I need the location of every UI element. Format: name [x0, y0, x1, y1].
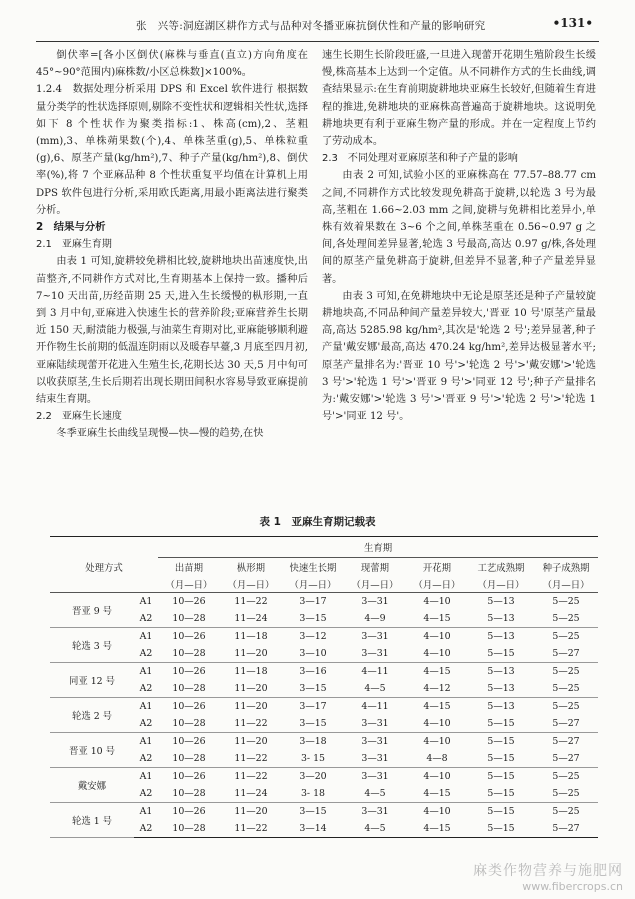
- date-cell: 5—25: [552, 771, 580, 782]
- date-cell: 10—28: [158, 750, 220, 768]
- variety-name: 轮选 1 号: [50, 803, 134, 838]
- date-cell: 3—31: [361, 736, 389, 747]
- treatment-header: 处理方式: [85, 562, 123, 574]
- treatment-header-top: [50, 537, 158, 558]
- date-cell: 3—31: [344, 750, 406, 768]
- table-row: [50, 663, 598, 681]
- date-cell: 4—10: [423, 631, 451, 642]
- date-cell: 10—26: [172, 736, 206, 747]
- date-cell: 4—11: [361, 701, 389, 712]
- date-cell: 4—10: [423, 596, 451, 607]
- stage-header: 快速生长期: [289, 563, 337, 574]
- date-cell: 4—10: [406, 645, 468, 663]
- date-cell: 4—15: [406, 610, 468, 628]
- variety-name: 晋亚 10 号: [50, 733, 134, 768]
- date-cell: 10—28: [158, 820, 220, 838]
- date-cell: 5—13: [487, 666, 515, 677]
- variety-name: 戴安娜: [50, 768, 134, 803]
- treatment-code: A1: [139, 771, 153, 782]
- date-cell: 11—22: [234, 596, 268, 607]
- page-header: [36, 14, 599, 38]
- date-cell: 3—20: [299, 771, 327, 782]
- variety-name: 轮选 3 号: [50, 628, 134, 663]
- date-cell: 11—18: [234, 631, 268, 642]
- date-cell: 5—15: [468, 750, 534, 768]
- date-cell: 11—22: [220, 715, 282, 733]
- date-cell: 3—10: [282, 645, 344, 663]
- treatment-code: A2: [134, 715, 158, 733]
- date-cell: 5—13: [468, 680, 534, 698]
- date-cell: 5—13: [468, 610, 534, 628]
- date-cell: 3—31: [344, 715, 406, 733]
- date-cell: 10—26: [172, 701, 206, 712]
- date-cell: 10—26: [172, 631, 206, 642]
- paragraph: 由表 2 可知,试验小区的亚麻株高在 77.57–88.77 cm 之间,不同耕作方式比较发现免耕高于旋耕,以轮选 3 号为最高,茎粗在 1.66~2.03 mm 之间,旋耕与免耕相比差异小,单株有效着果数在 3~6 个之间,单株茎重在 0.56~0.97 g 之间,各处理间差异显著,轮选 3 号最高,高达 0.97 g/株,各处理间的原茎产量免耕高于旋耕,但差异不显著,种子产量差异显著。: [322, 170, 596, 285]
- table-row: [50, 698, 598, 716]
- unit-label: （月—日）: [282, 576, 344, 593]
- date-cell: 4—15: [423, 666, 451, 677]
- date-cell: 4—10: [406, 715, 468, 733]
- date-cell: 4—5: [344, 785, 406, 803]
- date-cell: 10—26: [172, 806, 206, 817]
- date-cell: 5—15: [468, 785, 534, 803]
- date-cell: 5—13: [487, 631, 515, 642]
- date-cell: 5—25: [552, 631, 580, 642]
- date-cell: 5—27: [534, 750, 598, 768]
- paragraph: 1.2.4 数据处理分析采用 DPS 和 Excel 软件进行 根据数量分类学的性状选择原则,剔除不变性状和逻辑相关性状,选择如下 8 个性状作为聚类指标:1、株高(cm),2、茎粗(mm),3、单株蒴果数(个),4、单株茎重(g),5、单株粒重(g),6、原茎产量(kg/hm²),7、种子产量(kg/hm²),8、倒伏率(%),将 7 个亚麻品种 8 个性状重复平均值在计算机上用 DPS 软件包进行分析,采用欧氏距离,用最小距离法进行聚类分析。: [36, 84, 308, 216]
- date-cell: 10—28: [158, 715, 220, 733]
- table-row: [50, 803, 598, 821]
- growth-period-table: [50, 536, 598, 838]
- date-cell: 3—15: [282, 610, 344, 628]
- date-cell: 10—28: [158, 610, 220, 628]
- date-cell: 5—27: [534, 820, 598, 838]
- date-cell: 5—13: [487, 596, 515, 607]
- date-cell: 5—25: [534, 610, 598, 628]
- unit-label: （月—日）: [534, 576, 598, 593]
- date-cell: 4—12: [406, 680, 468, 698]
- date-cell: 3—14: [282, 820, 344, 838]
- variety-name: 晋亚 9 号: [50, 593, 134, 628]
- section-heading: 2 结果与分析: [36, 221, 106, 234]
- date-cell: 4—15: [423, 701, 451, 712]
- paragraph: 倒伏率=[各小区倒伏(麻株与垂直(直立)方向角度在45°~90°范围内)麻株数/小区总株数]×100%。: [36, 50, 308, 79]
- treatment-code: A1: [139, 666, 153, 677]
- date-cell: 5—27: [552, 736, 580, 747]
- table-row: [50, 593, 598, 611]
- date-cell: 11—24: [220, 610, 282, 628]
- watermark-text: 麻类作物营养与施肥网: [473, 863, 623, 879]
- date-cell: 3—31: [361, 631, 389, 642]
- treatment-code: A2: [134, 785, 158, 803]
- date-cell: 4—5: [344, 680, 406, 698]
- treatment-code: A1: [139, 736, 153, 747]
- header-rule: [36, 41, 599, 42]
- date-cell: 4—11: [361, 666, 389, 677]
- date-cell: 11—20: [220, 645, 282, 663]
- date-cell: 5—27: [534, 645, 598, 663]
- date-cell: 3—16: [299, 666, 327, 677]
- right-column: [322, 47, 596, 425]
- date-cell: 3—17: [299, 701, 327, 712]
- date-cell: 4—15: [406, 820, 468, 838]
- date-cell: 5—25: [534, 680, 598, 698]
- table-title: 表 1 亚麻生育期记载表: [259, 516, 376, 528]
- treatment-code: A1: [139, 596, 153, 607]
- treatment-code: A2: [134, 680, 158, 698]
- date-cell: 11—24: [220, 785, 282, 803]
- stage-header: 种子成熟期: [542, 563, 590, 574]
- date-cell: 3—31: [344, 645, 406, 663]
- page-number: •131•: [552, 16, 593, 30]
- watermark-url: www.fibercrops.cn: [522, 880, 623, 893]
- treatment-code: A1: [139, 631, 153, 642]
- unit-label: （月—日）: [158, 576, 220, 593]
- variety-name: 同亚 12 号: [50, 663, 134, 698]
- stage-header: 现蕾期: [360, 563, 390, 574]
- variety-name: 轮选 2 号: [50, 698, 134, 733]
- date-cell: 5—25: [552, 806, 580, 817]
- date-cell: 4—10: [423, 771, 451, 782]
- treatment-code: A2: [134, 610, 158, 628]
- date-cell: 5—25: [552, 596, 580, 607]
- date-cell: 4—10: [423, 806, 451, 817]
- table-row: [50, 628, 598, 646]
- date-cell: 11—22: [220, 820, 282, 838]
- paragraph: 由表 3 可知,在免耕地块中无论是原茎还是种子产量较旋耕地块高,不同品种间产量差异较大,'晋亚 10 号'原茎产量最高,高达 5285.98 kg/hm²,其次是'轮选 2 号';差异显著,种子产量'戴安娜'最高,高达 470.24 kg/hm²,差异达极显著水平;原茎产量排名为:'晋亚 10 号'>'轮选 2 号'>'戴安娜'>'轮选 3 号'>'轮选 1 号'>'晋亚 9 号'>'同亚 12 号';种子产量排名为:'戴安娜'>'轮选 3 号'>'晋亚 9 号'>'轮选 2 号'>'轮选 1 号'>'同亚 12 号'。: [322, 290, 596, 423]
- treatment-header-bottom: [50, 576, 158, 593]
- date-cell: 5—25: [534, 785, 598, 803]
- date-cell: 4—5: [344, 820, 406, 838]
- date-cell: 10—28: [158, 785, 220, 803]
- date-cell: 4—8: [406, 750, 468, 768]
- date-cell: 3- 18: [282, 785, 344, 803]
- date-cell: 11—18: [234, 666, 268, 677]
- date-cell: 5—15: [487, 771, 515, 782]
- date-cell: 5—25: [552, 701, 580, 712]
- date-cell: 10—26: [172, 771, 206, 782]
- stage-header: 枞形期: [236, 563, 266, 574]
- watermark: [473, 860, 623, 893]
- date-cell: 3- 15: [282, 750, 344, 768]
- date-cell: 3—31: [361, 596, 389, 607]
- date-cell: 11—22: [220, 750, 282, 768]
- unit-label: （月—日）: [220, 576, 282, 593]
- date-cell: 11—22: [234, 771, 268, 782]
- date-cell: 3—15: [282, 715, 344, 733]
- stage-header: 开花期: [422, 563, 452, 574]
- paragraph: 由表 1 可知,旋耕较免耕相比较,旋耕地块出苗速度快,出苗整齐,不同耕作方式对比,生育期基本上保持一致。播种后 7~10 天出苗,历经苗期 25 天,进入生长缓慢的枞形期,一直到 3 月中旬,亚麻进入快速生长的营养阶段;亚麻营养生长期近 150 天,耐渍能力极强,与油菜生育期对比,亚麻能够顺利避开作物生长前期的低温连阴雨以及暖春早薹,3 月底至四月初,亚麻陆续现蕾开花进入生殖生长,花期长达 30 天,5 月中旬可以收获原茎,生长后期若出现长期田间积水容易导致亚麻提前结束生育期。: [36, 256, 308, 406]
- date-cell: 5—15: [487, 736, 515, 747]
- stage-header: 出苗期: [174, 563, 204, 574]
- running-title: 张 兴等:洞庭湖区耕作方式与品种对冬播亚麻抗倒伏性和产量的影响研究: [136, 20, 486, 32]
- date-cell: 5—15: [487, 806, 515, 817]
- date-cell: 11—20: [234, 736, 268, 747]
- paragraph: 冬季亚麻生长曲线呈现慢—快—慢的趋势,在快: [56, 428, 264, 440]
- date-cell: 10—28: [158, 645, 220, 663]
- date-cell: 3—31: [361, 771, 389, 782]
- date-cell: 11—20: [234, 701, 268, 712]
- date-cell: 5—25: [552, 666, 580, 677]
- date-cell: 5—13: [487, 701, 515, 712]
- section-heading: 2.2 亚麻生长速度: [36, 411, 122, 423]
- date-cell: 11—20: [220, 680, 282, 698]
- date-cell: 3—18: [299, 736, 327, 747]
- date-cell: 5—15: [468, 645, 534, 663]
- section-heading: 2.1 亚麻生育期: [36, 239, 112, 251]
- date-cell: 3—15: [282, 680, 344, 698]
- date-cell: 4—9: [344, 610, 406, 628]
- date-cell: 5—27: [534, 715, 598, 733]
- treatment-code: A2: [134, 750, 158, 768]
- growth-period-header: 生育期: [158, 537, 598, 558]
- table-row: [50, 768, 598, 786]
- date-cell: 10—26: [172, 666, 206, 677]
- treatment-code: A2: [134, 645, 158, 663]
- left-column: [36, 47, 308, 443]
- unit-label: （月—日）: [344, 576, 406, 593]
- date-cell: 4—10: [423, 736, 451, 747]
- paragraph: 速生长期生长阶段旺盛,一旦进入现蕾开花期生殖阶段生长缓慢,株高基本上达到一个定值。从不同耕作方式的生长曲线,调查结果显示:在生育前期旋耕地块亚麻生长较好,但随着生育进程的推进,免耕地块的亚麻株高普遍高于旋耕地块。这说明免耕地块更有利于亚麻生物产量的形成。并在一定程度上节约了劳动成本。: [322, 50, 596, 148]
- date-cell: 3—17: [299, 596, 327, 607]
- date-cell: 3—15: [299, 806, 327, 817]
- treatment-code: A1: [139, 701, 153, 712]
- date-cell: 3—31: [361, 806, 389, 817]
- date-cell: 10—28: [158, 680, 220, 698]
- treatment-code: A2: [134, 820, 158, 838]
- treatment-code: A1: [139, 806, 153, 817]
- date-cell: 10—26: [172, 596, 206, 607]
- unit-label: （月—日）: [468, 576, 534, 593]
- date-cell: 3—12: [299, 631, 327, 642]
- stage-header: 工艺成熟期: [477, 563, 525, 574]
- date-cell: 5—15: [468, 820, 534, 838]
- date-cell: 5—15: [468, 715, 534, 733]
- table-row: [50, 733, 598, 751]
- date-cell: 11—20: [234, 806, 268, 817]
- date-cell: 4—15: [406, 785, 468, 803]
- section-heading: 2.3 不同处理对亚麻原茎和种子产量的影响: [322, 153, 518, 165]
- unit-label: （月—日）: [406, 576, 468, 593]
